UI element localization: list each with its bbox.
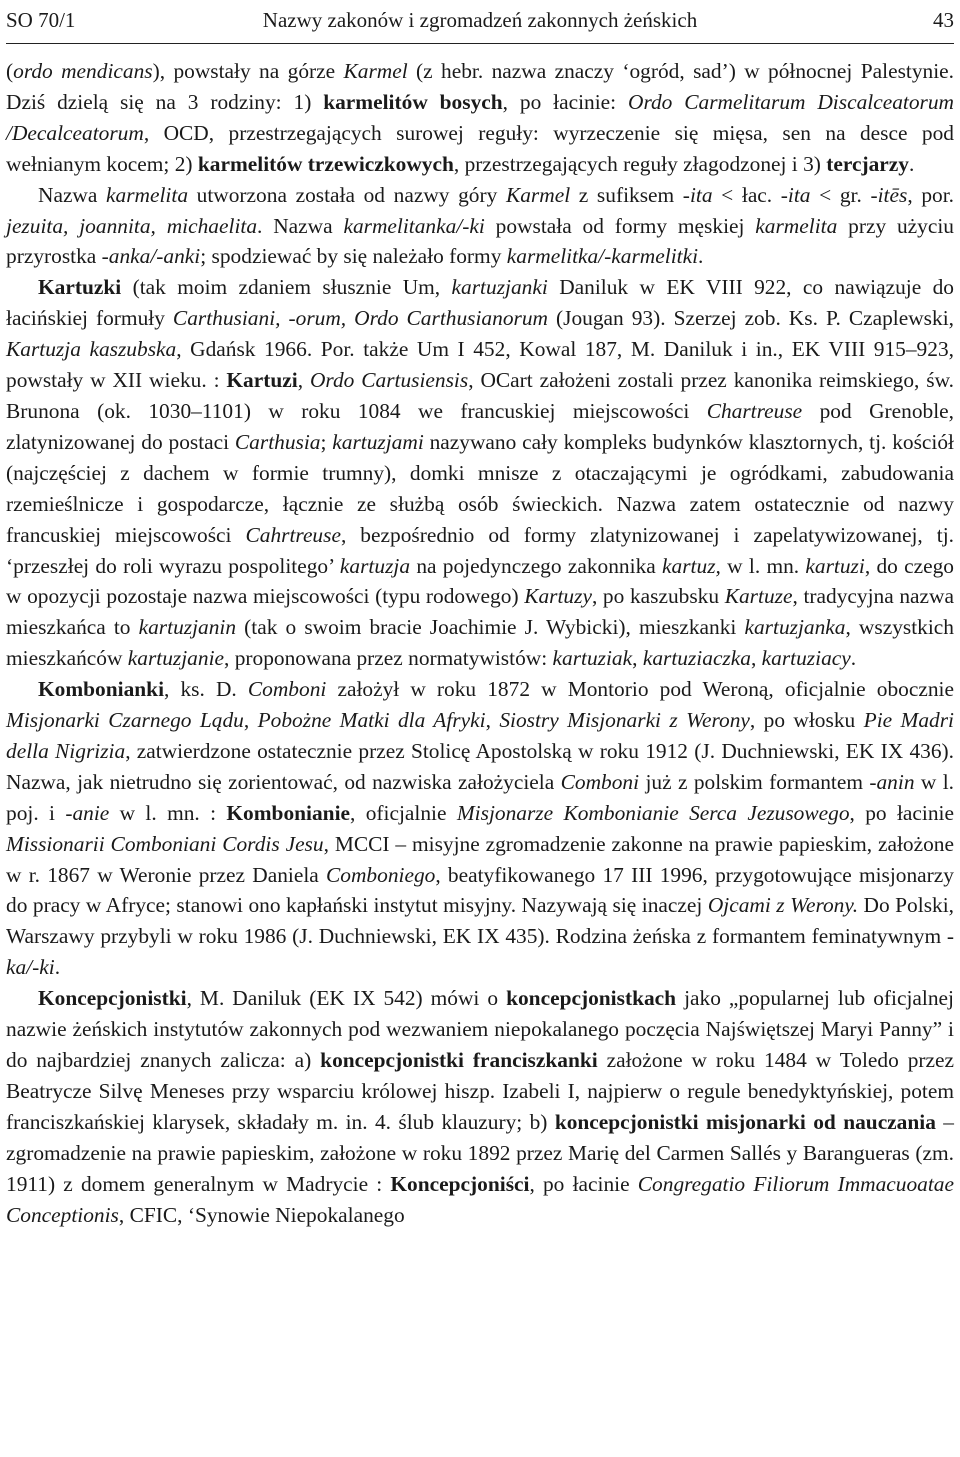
text-run: (tak moim zdaniem słusznie Um, <box>121 275 452 300</box>
text-run: (z hebr. nazwa znaczy ‘ogród, sad’) w północnej Palestynie. Dziś dzielą się na 3 rodziny: 1) <box>6 59 955 114</box>
text-run: , oficjalnie <box>350 800 457 825</box>
italic-run: Chartreuse <box>706 398 803 423</box>
italic-run: itēs <box>877 182 908 207</box>
bold-term: tercjarzy <box>826 151 909 176</box>
text-run: , bezpośrednio od formy zlatynizowanej i zapelatywizowanej, tj. ‘przeszłej do roli wyrazu pospolitego’ <box>6 522 954 578</box>
text-run: w l. mn. : <box>109 800 227 825</box>
paragraph-karmelitanki-cont <box>6 56 954 180</box>
text-run: , OCart założeni zostali przez kanonika reimskiego, św. Brunona (ok. 1030–1101) w roku 1084 we francuskiej miejscowości <box>6 368 955 423</box>
text-run: (Jougan 93). Szerzej zob. Ks. P. Czaplewski, <box>547 306 954 331</box>
text-run: ), powstały na górze <box>152 59 344 83</box>
text-run: ; spodziewać by się należało formy <box>200 244 507 269</box>
text-run: , CFIC, ‘Synowie Niepokalanego <box>118 1202 405 1227</box>
journal-ref: SO 70/1 <box>6 8 76 32</box>
text-run: założone w roku 1484 w Toledo przez Beatrycze Silvę Meneses przy wsparciu królowej hiszp. Izabeli I, najpierw o regule benedyktyńskiej, potem franciszkańskiej klarysek, składały m. in. 4. ślub klauzury; b) <box>6 1048 955 1134</box>
bold-term: karmelitów bosych <box>323 89 503 114</box>
text-run: , po łacinie: <box>502 89 628 114</box>
italic-run: karmelita <box>106 182 189 207</box>
bold-term: Koncepcjonistki <box>38 986 187 1011</box>
text-run: , proponowana przez normatywistów: <box>224 646 553 671</box>
bold-term: Kombonianie <box>226 800 351 825</box>
text-run: , M. Daniluk (EK IX 542) mówi o <box>186 986 507 1011</box>
text-run: , zatwierdzone ostatecznie przez Stolicę Apostolską w roku 1912 (J. Duchniewski, EK IX 436). Nazwa, jak nietrudno się zorientować, od nazwiska założyciela <box>6 738 954 794</box>
text-run: założył w roku 1872 w Montorio pod Weroną, oficjalnie obocznie <box>326 677 954 702</box>
text-run: , <box>297 368 310 393</box>
italic-run: Comboni <box>247 677 327 702</box>
text-run: , tradycyjna nazwa mieszkańca to <box>6 584 954 640</box>
bold-term: koncepcjonistki franciszkanki <box>320 1048 598 1072</box>
text-run: z sufiksem - <box>570 182 690 207</box>
italic-run: Kartuzja kaszubska <box>6 337 177 362</box>
text-run: , do czego w opozycji pozostaje nazwa miejscowości (typu rodowego) <box>6 553 954 609</box>
italic-run: Misjonarze Kombonianie Serca Jezusowego <box>456 800 850 825</box>
page-number: 43 <box>933 8 954 32</box>
text-run: , po łacinie <box>849 800 954 825</box>
italic-run: Pie Madri della Nigrizia <box>6 708 954 763</box>
bold-term: karmelitów trzewiczkowych <box>197 151 454 176</box>
text-run: . <box>54 955 61 980</box>
text-run: Nazwa <box>38 182 107 207</box>
text-run: . Nazwa <box>257 213 344 238</box>
text-run: , MCCI – misyjne zgromadzenie zakonne na prawie papieskim, założone w r. 1867 w Weronie przez Daniela <box>6 831 954 887</box>
italic-run: anie <box>72 800 110 825</box>
text-run: jako „popularnej lub oficjalnej nazwie żeńskich instytutów zakonnych pod wezwaniem niepokalanego poczęcia Najświętszej Maryi Panny” i do najbardziej znanych zalicza: a) <box>6 986 954 1072</box>
text-run: , <box>750 646 762 671</box>
text-run: < gr. - <box>810 182 878 207</box>
paragraph-kombonianki <box>6 674 954 983</box>
text-run: , OCD, przestrzegających surowej reguły: wyrzeczenie się mięsa, sen na desce pod wełnianym kocem; 2) <box>6 120 954 176</box>
italic-run: Comboni <box>560 769 640 794</box>
italic-run: kartuzjanie <box>127 646 225 671</box>
italic-run: jezuita, joannita, michaelita <box>6 213 258 238</box>
italic-run: karmelita <box>755 213 838 238</box>
text-run: utworzona została od nazwy góry <box>188 182 506 207</box>
italic-run: kartuzi <box>805 553 865 578</box>
italic-run: kartuzjanki <box>451 275 548 300</box>
text-run: w l. poj. i - <box>6 769 954 825</box>
running-title: Nazwy zakonów i zgromadzeń zakonnych żeńskich <box>262 8 698 32</box>
italic-run: kartuzjami <box>332 429 424 454</box>
italic-run: Kartuzy <box>524 584 592 609</box>
italic-run: anin <box>876 769 915 794</box>
text-run: , wszystkich mieszkańców <box>6 615 954 671</box>
text-run: , przestrzegających reguły złagodzonej i 3) <box>453 151 827 176</box>
text-run: Do Polski, Warszawy przybyli w roku 1986 (J. Duchniewski, EK IX 435). Rodzina żeńska z formantem feminatywnym - <box>6 893 955 949</box>
italic-run: Ordo Cartusiensis <box>309 368 469 393</box>
body-text <box>6 44 954 1230</box>
italic-run: kartuziak <box>552 646 633 671</box>
italic-run: ordo mendicans <box>13 59 153 83</box>
italic-run: ita <box>689 182 713 207</box>
text-run: . <box>909 151 915 176</box>
italic-run: kartuz, <box>662 553 721 578</box>
text-run: , por. <box>907 182 954 207</box>
paragraph-koncepcjonistki <box>6 983 954 1230</box>
paragraph-karmelita-etymology <box>6 180 954 273</box>
text-run: < łac. - <box>712 182 788 207</box>
italic-run: karmelitanka/-ki <box>343 213 485 238</box>
bold-term: Kartuzki <box>38 275 122 300</box>
text-run: (tak o swoim bracie Joachimie J. Wybicki), mieszkanki <box>236 615 745 640</box>
text-run: , ks. D. <box>164 677 248 702</box>
italic-run: Cahrtreuse <box>245 522 341 547</box>
italic-run: Siostry Misjonarki z Werony <box>499 708 750 733</box>
text-run: , <box>485 708 500 733</box>
text-run: pod Grenoble, zlatynizowanej do postaci <box>6 398 955 454</box>
italic-run: Misjonarki Czarnego Lądu <box>6 708 244 733</box>
text-run: nazywano cały kompleks budynków klasztornych, tj. kościół (najczęściej z dachem w formie trumny), domki mnisze z otaczającymi je ogródkami, zabudowania rzemieślnicze i gospodarcze, łącznie ze służbą osób świeckich. Nazwa zatem ostatecznie od nazwy francuskiej miejscowości <box>6 429 954 547</box>
italic-run: Carthusiani, -orum, Ordo Carthusianorum <box>172 306 548 331</box>
text-run: przy użyciu przyrostka - <box>6 213 954 269</box>
italic-run: Comboniego <box>326 862 436 887</box>
italic-run: Karmel <box>505 182 571 207</box>
text-run: na pojedynczego zakonnika <box>410 553 663 578</box>
italic-run: Congregatio Filiorum Immacuoatae Conceptionis <box>6 1171 954 1227</box>
text-run: , po włosku <box>749 708 864 733</box>
bold-term: Koncepcjoniści <box>390 1171 530 1196</box>
bold-term: koncepcjonistki misjonarki od nauczania <box>554 1109 936 1134</box>
italic-run: ita <box>787 182 811 207</box>
italic-run: anka/-anki <box>108 244 201 269</box>
text-run: w l. mn. <box>720 553 806 578</box>
text-run: , Gdańsk 1966. Por. także Um I 452, Kowal 187, M. Daniluk i in., EK VIII 915–923, powstały w XII wieku. : <box>6 337 954 393</box>
italic-run: Carthusia <box>234 429 321 454</box>
text-run: Daniluk w EK VIII 922, co nawiązuje do łacińskiej formuły <box>6 275 954 331</box>
italic-run: kartuzjanin <box>138 615 237 640</box>
italic-run: Pobożne Matki dla Afryki <box>257 708 486 733</box>
italic-run: Ordo Carmelitarum Discalceatorum /Decalceatorum <box>6 89 954 145</box>
text-run: – zgromadzenie na prawie papieskim, założone w roku 1892 przez Marię del Carmen Sallés y Barangueras (zm. 1911) z domem generalnym w Madrycie : <box>6 1109 955 1196</box>
italic-run: Missionarii Comboniani Cordis Jesu <box>6 831 324 856</box>
text-run: , beatyfikowanego 17 III 1996, przygotowujące misjonarzy do pracy w Afryce; stanowi ono kapłański instytut misyjny. Nazywają się inaczej <box>6 862 954 918</box>
bold-term: Kartuzi <box>226 368 298 393</box>
italic-run: Ojcami z Werony. <box>707 893 859 918</box>
text-run: już z polskim formantem - <box>639 769 877 794</box>
italic-run: karmelitka/-karmelitki <box>506 244 699 269</box>
text-run: , po łacinie <box>529 1171 638 1196</box>
running-header <box>6 0 954 44</box>
text-run: ; <box>320 429 333 454</box>
bold-term: koncepcjonistkach <box>506 986 677 1011</box>
italic-run: kartuziaczka <box>642 646 751 671</box>
italic-run: ka/-ki <box>6 955 55 980</box>
text-run: , <box>632 646 643 671</box>
italic-run: kartuzjanka <box>744 615 846 640</box>
paragraph-kartuzki <box>6 272 954 674</box>
italic-run: kartuzja <box>339 553 411 578</box>
text-run: ( <box>6 59 14 83</box>
text-run: , <box>243 708 258 733</box>
italic-run: Kartuze <box>724 584 793 609</box>
bold-term: Kombonianki <box>38 677 165 702</box>
text-run: . <box>850 646 857 671</box>
italic-run: Karmel <box>343 59 408 83</box>
text-run: . <box>698 244 704 269</box>
text-run: powstała od formy męskiej <box>484 213 756 238</box>
italic-run: kartuziacy <box>761 646 851 671</box>
text-run: , po kaszubsku <box>591 584 725 609</box>
